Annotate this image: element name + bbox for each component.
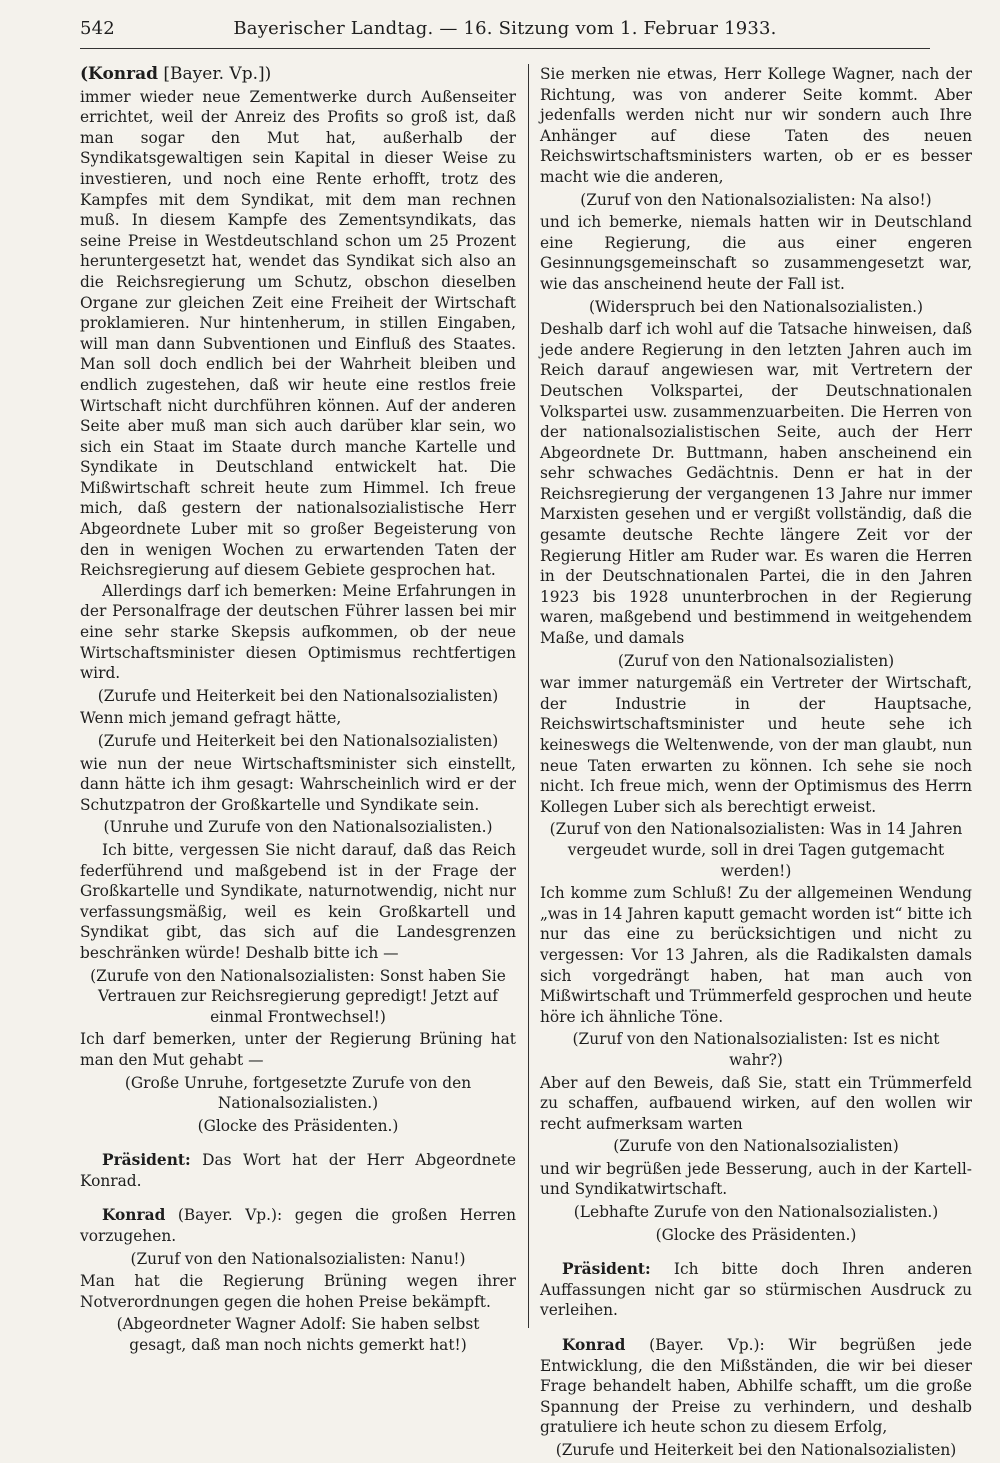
interjection: (Lebhafte Zurufe von den Nationalsozialisten.) xyxy=(573,1203,939,1222)
paragraph: Aber auf den Beweis, daß Sie, statt ein Trümmerfeld zu schaffen, aufbauend wirken, auf den wollen wir recht aufmerksam warten xyxy=(540,1073,972,1133)
interjection: (Unruhe und Zurufe von den Nationalsozialisten.) xyxy=(103,818,493,837)
speaker-heading xyxy=(80,64,516,85)
interjection: (Glocke des Präsidenten.) xyxy=(655,1225,857,1244)
page-number: 542 xyxy=(80,18,115,39)
president-label: Präsident: xyxy=(102,1151,191,1170)
president-label: Präsident: xyxy=(562,1260,651,1279)
paragraph: Sie merken nie etwas, Herr Kollege Wagner, nach der Richtung, was von anderer Seite kommt. Aber jedenfalls werden nicht nur wir sondern auch Ihre Anhänger auf diese Taten des neuen Reichswirtschaftsministers warten, ob er es besser macht wie die anderen, xyxy=(540,65,972,186)
interjection: (Große Unruhe, fortgesetzte Zurufe von den Nationalsozialisten.) xyxy=(124,1073,472,1113)
paragraph: war immer naturgemäß ein Vertreter der Wirtschaft, der Industrie in der Hauptsache, Reichswirtschaftsminister und heute sehe ich keineswegs die Weltenwende, von der man glaubt, nun neue Taten erwarten zu können. Ich sehe sie noch nicht. Ich freue mich, wenn der Optimismus des Herrn Kollegen Luber sich als berechtigt erweist. xyxy=(540,674,972,816)
speaker-statement xyxy=(540,1335,972,1438)
speaker-party: (Bayer. Vp.): xyxy=(649,1336,765,1355)
interjection: (Zurufe und Heiterkeit bei den Nationalsozialisten) xyxy=(555,1441,957,1459)
paragraph: Man hat die Regierung Brüning wegen ihrer Notverordnungen gegen die hohen Preise bekämpft. xyxy=(80,1272,516,1311)
paragraph: Deshalb darf ich wohl auf die Tatsache hinweisen, daß jede andere Regierung in den letzten Jahren auch im Reich darauf angewiesen war, mit Vertretern der Deutschen Volkspartei, der Deutschnationalen Volkspartei usw. zusammenzuarbeiten. Die Herren von der nationalsozialistischen Seite, auch der Herr Abgeordnete Dr. Buttmann, haben anscheinend ein sehr schwaches Gedächtnis. Denn er hat in der Reichsregierung der vergangenen 13 Jahre nur immer Marxisten gesehen und er vergißt vollständig, daß die gesamte deutsche Rechte längere Zeit vor der Regierung Hitler am Ruder war. Es waren die Herren in der Deutschnationalen Partei, die in den Jahren 1923 bis 1928 ununterbrochen in der Regierung waren, maßgebend und bestimmend in weitgehendem Maße, und damals xyxy=(540,320,972,648)
speaker-name: Konrad xyxy=(102,1206,166,1225)
interjection: (Abgeordneter Wagner Adolf: Sie haben selbst gesagt, daß man noch nichts gemerkt hat!) xyxy=(116,1315,480,1355)
president-text: Das Wort hat der Herr Abgeordnete Konrad. xyxy=(80,1151,516,1190)
president-text: Ich bitte doch Ihren anderen Auffassungen nicht gar so stürmischen Ausdruck zu verleihen. xyxy=(540,1260,972,1320)
paragraph: Ich darf bemerken, unter der Regierung Brüning hat man den Mut gehabt — xyxy=(80,1030,516,1069)
interjection: (Zurufe und Heiterkeit bei den Nationalsozialisten) xyxy=(97,686,499,705)
header-rule xyxy=(80,48,930,49)
speaker-party: (Bayer. Vp.): xyxy=(177,1206,283,1225)
running-head: Bayerischer Landtag. — 16. Sitzung vom 1. Februar 1933. xyxy=(233,18,777,39)
interjection: (Zurufe von den Nationalsozialisten: Sonst haben Sie Vertrauen zur Reichsregierung gepredigt! Jetzt auf einmal Frontwechsel!) xyxy=(90,966,506,1026)
president-statement xyxy=(80,1150,516,1191)
right-column xyxy=(540,64,972,1463)
paragraph: und wir begrüßen jede Besserung, auch in der Kartell- und Syndikatwirtschaft. xyxy=(540,1159,972,1199)
paragraph: Ich bitte, vergessen Sie nicht darauf, daß das Reich federführend und maßgebend ist in der Frage der Großkartelle und Syndikate, naturnotwendig, nicht nur verfassungsmäßig, weil es kein Großkartell und Syndikat gibt, das sich auf die Landesgrenzen beschränken würde! Deshalb bitte ich — xyxy=(80,840,516,962)
interjection: (Zuruf von den Nationalsozialisten) xyxy=(617,651,895,670)
speaker-text: gegen die großen Herren vorzugehen. xyxy=(80,1206,516,1246)
paragraph: Wenn mich jemand gefragt hätte, xyxy=(80,709,342,728)
speaker-name: (Konrad xyxy=(80,64,159,84)
president-statement xyxy=(540,1259,972,1321)
paragraph: immer wieder neue Zementwerke durch Außenseiter errichtet, weil der Anreiz des Profits so groß ist, daß man sogar den Mut hat, außerhalb der Syndikatsgewaltigen sein Kapital in dieser Weise zu investieren, und noch eine Rente erhofft, trotz des Kampfes mit dem Syndikat, mit dem man rechnen muß. In diesem Kampfe des Zementsyndikats, das seine Preise in Westdeutschland schon um 25 Prozent heruntergesetzt hat, wendet das Syndikat sich also an die Reichsregierung um Schutz, obschon dieselben Organe zur gleichen Zeit eine Freiheit der Wirtschaft proklamieren. Nur hintenherum, in stillen Eingaben, will man dann Subventionen und Einfluß des Staates. Man soll doch endlich bei der Wahrheit bleiben und endlich zugestehen, daß wir heute eine restlos freie Wirtschaft nicht durchführen können. Auf der anderen Seite aber muß man sich auch darüber klar sein, wo sich ein Staat im Staate durch manche Kartelle und Syndikate in Deutschland entwickelt hat. Die Mißwirtschaft schreit heute zum Himmel. Ich freue mich, daß gestern der nationalsozialistische Herr Abgeordnete Luber mit so großer Begeisterung von den in wenigen Wochen zu erwartenden Taten der Reichsregierung auf diesem Gebiete gesprochen hat. xyxy=(80,87,516,580)
paragraph: Ich komme zum Schluß! Zu der allgemeinen Wendung „was in 14 Jahren kaputt gemacht worden ist“ bitte ich nur das eine zu berücksichtigen und nicht zu vergessen: Vor 13 Jahren, als die Radikalsten damals sich vorgedrängt haben, hat man auch von Mißwirtschaft und Trümmerfeld gesprochen und heute höre ich ähnliche Töne. xyxy=(540,884,972,1026)
interjection: (Zuruf von den Nationalsozialisten: Ist es nicht wahr?) xyxy=(572,1030,940,1069)
interjection: (Widerspruch bei den Nationalsozialisten.) xyxy=(588,297,924,316)
interjection: (Zuruf von den Nationalsozialisten: Na also!) xyxy=(580,190,932,209)
column-divider xyxy=(528,64,529,1328)
paragraph: wie nun der neue Wirtschaftsminister sich einstellt, dann hätte ich ihm gesagt: Wahrscheinlich wird er der Schutzpatron der Großkartelle und Syndikate sein. xyxy=(80,754,516,814)
interjection: (Zuruf von den Nationalsozialisten: Was in 14 Jahren vergeudet wurde, soll in drei Tagen gutgemacht werden!) xyxy=(549,820,963,880)
speaker-statement xyxy=(80,1205,516,1246)
speaker-party: [Bayer. Vp.]) xyxy=(163,64,272,84)
interjection: (Zurufe und Heiterkeit bei den Nationalsozialisten) xyxy=(97,732,499,750)
interjection: (Zurufe von den Nationalsozialisten) xyxy=(613,1137,899,1156)
interjection: (Glocke des Präsidenten.) xyxy=(197,1116,399,1135)
paragraph: Allerdings darf ich bemerken: Meine Erfahrungen in der Personalfrage der deutschen Führer lassen bei mir eine sehr starke Skepsis aufkommen, ob der neue Wirtschaftsminister diesen Optimismus rechtfertigen wird. xyxy=(80,581,516,683)
page-header xyxy=(80,18,930,44)
speaker-text: Wir begrüßen jede Entwicklung, die den Mißständen, die wir bei dieser Frage behandelt haben, Abhilfe schafft, um die große Spannung der Preise zu verhindern, und deshalb gratuliere ich heute schon zu diesem Erfolg, xyxy=(540,1336,972,1437)
paragraph: und ich bemerke, niemals hatten wir in Deutschland eine Regierung, die aus einer engeren Gesinnungsgemeinschaft so zusammengesetzt war, wie das anscheinend heute der Fall ist. xyxy=(540,213,972,293)
interjection: (Zuruf von den Nationalsozialisten: Nanu!) xyxy=(130,1249,466,1268)
left-column xyxy=(80,64,516,1358)
speaker-name: Konrad xyxy=(562,1336,626,1355)
